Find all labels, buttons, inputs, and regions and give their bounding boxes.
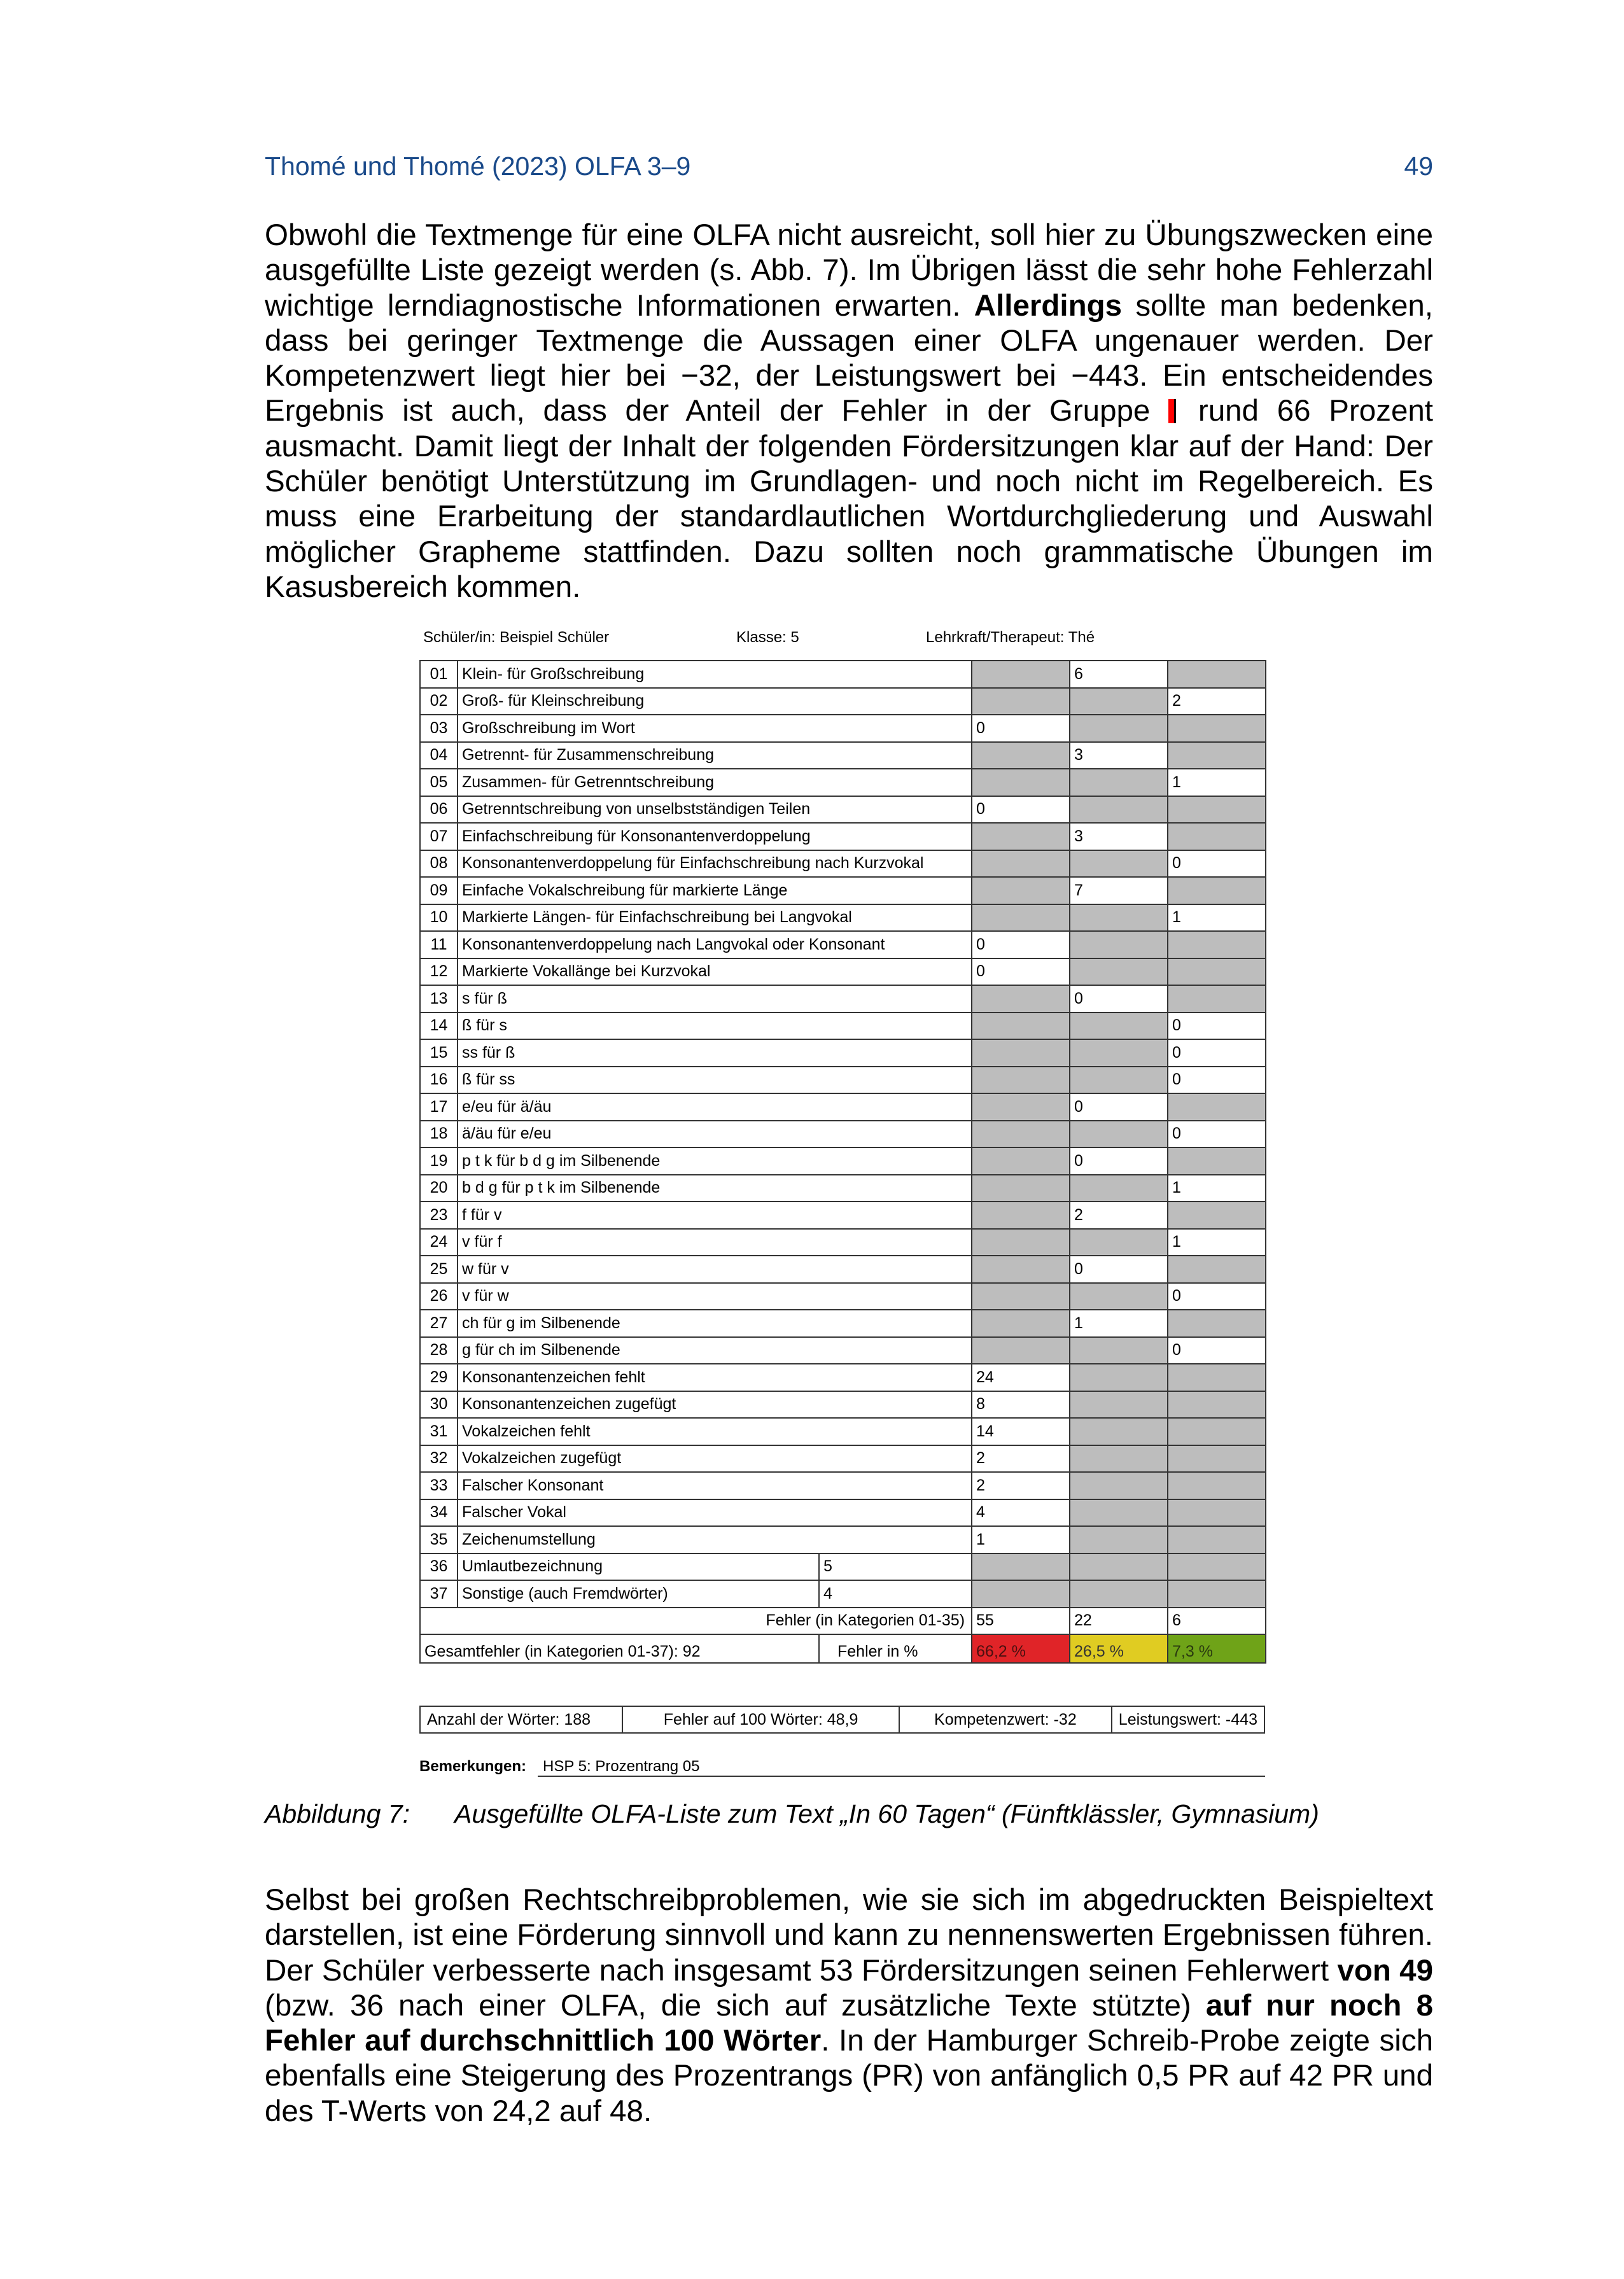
category-number: 05 [420,769,458,796]
blocked-cell [1168,742,1266,769]
paragraph-text: Selbst bei großen Rechtschreibproblemen, wie sie sich im abgedruckten Beispieltext darstellen, ist eine Förderung sinnvoll und kann zu nennenswerten Ergebnissen führen. Der Schüler verbesserte nach insgesamt 53 Fördersitzungen seinen Fehlerwert [265,1883,1433,1988]
error-count-group-3: 2 [1168,688,1266,715]
category-number: 33 [420,1472,458,1499]
blocked-cell [972,1147,1070,1175]
category-label: g für ch im Silbenende [458,1337,972,1364]
blocked-cell [1168,1472,1266,1499]
blocked-cell [1070,904,1168,932]
blocked-cell [1070,931,1168,958]
blocked-cell [1168,661,1266,688]
emphasis-text: auf nur noch 8 Fehler auf durchschnittlich 100 Wörter [265,1988,1433,2058]
category-number: 18 [420,1121,458,1148]
blocked-cell [1168,1418,1266,1445]
blocked-cell [1168,1499,1266,1527]
category-label: v für f [458,1229,972,1256]
error-count-group-1: 0 [972,715,1070,742]
error-count-group-1: 2 [972,1445,1070,1473]
error-count-group-3: 0 [1168,1013,1266,1040]
error-count-group-1: 2 [972,1472,1070,1499]
blocked-cell [972,1580,1070,1608]
blocked-cell [1168,1580,1266,1608]
blocked-cell [1168,1391,1266,1419]
blocked-cell [1070,1039,1168,1067]
table-row [420,1256,1266,1283]
table-row [420,1202,1266,1229]
table-row [420,742,1266,769]
category-number: 34 [420,1499,458,1527]
category-number: 08 [420,850,458,878]
emphasis-text: von 49 [1337,1953,1433,1988]
error-count-group-3: 0 [1168,850,1266,878]
error-count: 4 [819,1580,972,1608]
category-label: Einfache Vokalschreibung für markierte Länge [458,877,972,904]
caption-number: Abbildung 7: [265,1799,410,1828]
category-label: Großschreibung im Wort [458,715,972,742]
remarks-label: Bemerkungen: [419,1758,527,1775]
category-number: 27 [420,1310,458,1337]
blocked-cell [972,1553,1070,1581]
blocked-cell [972,688,1070,715]
group-percent-1: 66,2 % [972,1634,1070,1663]
blocked-cell [1168,1256,1266,1283]
caption-text: Ausgefüllte OLFA-Liste zum Text „In 60 Tagen“ (Fünftklässler, Gymnasium) [454,1799,1319,1828]
error-count-group-1: 4 [972,1499,1070,1527]
blocked-cell [1168,715,1266,742]
blocked-cell [972,1310,1070,1337]
blocked-cell [1070,1445,1168,1473]
blocked-cell [1168,1093,1266,1121]
blocked-cell [1070,1499,1168,1527]
table-row [420,661,1266,688]
emphasis-text: Allerdings [974,288,1123,323]
blocked-cell [972,1013,1070,1040]
blocked-cell [1070,850,1168,878]
paragraph-text: . In der Hamburger Schreib-Probe zeigte sich ebenfalls eine Steigerung des Prozentrangs (PR) von anfänglich 0,5 PR auf 42 PR und des T-Werts von 24,2 auf 48. [265,2024,1434,2128]
blocked-cell [972,850,1070,878]
category-label: Einfachschreibung für Konsonantenverdoppelung [458,823,972,850]
table-row [420,1039,1266,1067]
error-count-group-2: 2 [1070,1202,1168,1229]
blocked-cell [1168,1147,1266,1175]
error-count-group-3: 1 [1168,904,1266,932]
blocked-cell [1070,1391,1168,1419]
error-count-group-3: 0 [1168,1283,1266,1310]
table-row [420,1445,1266,1473]
category-number: 10 [420,904,458,932]
olfa-error-table [419,660,1266,1664]
error-count-group-2: 7 [1070,877,1168,904]
competence-value: Kompetenzwert: -32 [900,1707,1112,1732]
category-label: ä/äu für e/eu [458,1121,972,1148]
percent-label: Fehler in % [819,1634,972,1663]
category-number: 25 [420,1256,458,1283]
error-count-group-2: 0 [1070,985,1168,1013]
blocked-cell [1168,1364,1266,1391]
category-label: Umlautbezeichnung [458,1553,819,1581]
table-row [420,1067,1266,1094]
error-count-group-3: 1 [1168,769,1266,796]
table-row [420,1418,1266,1445]
category-label: s für ß [458,985,972,1013]
blocked-cell [1070,958,1168,986]
group-sum-row [420,1608,1266,1635]
error-count-group-1: 14 [972,1418,1070,1445]
table-row [420,877,1266,904]
error-count-group-2: 0 [1070,1093,1168,1121]
blocked-cell [972,1093,1070,1121]
category-label: f für v [458,1202,972,1229]
error-count-group-1: 0 [972,796,1070,824]
blocked-cell [1070,1580,1168,1608]
error-count-group-2: 3 [1070,823,1168,850]
table-row [420,688,1266,715]
blocked-cell [1070,1013,1168,1040]
table-row [420,1310,1266,1337]
grade: Klasse: 5 [736,629,799,646]
blocked-cell [1168,877,1266,904]
blocked-cell [972,823,1070,850]
category-number: 12 [420,958,458,986]
category-number: 14 [420,1013,458,1040]
category-label: Zeichenumstellung [458,1526,972,1553]
error-count-group-3: 0 [1168,1039,1266,1067]
blocked-cell [1070,1337,1168,1364]
blocked-cell [972,1175,1070,1202]
category-number: 09 [420,877,458,904]
blocked-cell [972,769,1070,796]
errors-per-100-words: Fehler auf 100 Wörter: 48,9 [623,1707,900,1732]
category-label: Markierte Vokallänge bei Kurzvokal [458,958,972,986]
category-label: ß für s [458,1013,972,1040]
running-head [265,151,1433,181]
blocked-cell [1168,958,1266,986]
group-sum-1: 55 [972,1608,1070,1635]
table-row [420,1499,1266,1527]
paragraph-intro [265,218,1433,605]
student-name: Schüler/in: Beispiel Schüler [423,629,610,646]
category-label: Konsonantenverdoppelung nach Langvokal oder Konsonant [458,931,972,958]
error-count-group-2: 0 [1070,1147,1168,1175]
blocked-cell [972,1337,1070,1364]
table-row [420,1472,1266,1499]
blocked-cell [1168,1553,1266,1581]
group-sum-3: 6 [1168,1608,1266,1635]
error-count-group-3: 0 [1168,1337,1266,1364]
blocked-cell [1070,1526,1168,1553]
blocked-cell [1070,1364,1168,1391]
category-number: 04 [420,742,458,769]
category-number: 35 [420,1526,458,1553]
category-label: Vokalzeichen zugefügt [458,1445,972,1473]
summary-row [419,1706,1265,1734]
blocked-cell [1168,823,1266,850]
group-sum-2: 22 [1070,1608,1168,1635]
category-number: 31 [420,1418,458,1445]
category-number: 29 [420,1364,458,1391]
table-row [420,1283,1266,1310]
blocked-cell [1168,985,1266,1013]
table-row [420,1013,1266,1040]
blocked-cell [1168,1526,1266,1553]
blocked-cell [1070,796,1168,824]
error-count-group-2: 3 [1070,742,1168,769]
group-percent-2: 26,5 % [1070,1634,1168,1663]
category-label: Falscher Vokal [458,1499,972,1527]
category-number: 24 [420,1229,458,1256]
percent-row [420,1634,1266,1663]
category-number: 30 [420,1391,458,1419]
category-label: Konsonantenverdoppelung für Einfachschreibung nach Kurzvokal [458,850,972,878]
category-number: 17 [420,1093,458,1121]
blocked-cell [972,1229,1070,1256]
category-label: w für v [458,1256,972,1283]
error-count-group-1: 0 [972,958,1070,986]
category-number: 11 [420,931,458,958]
blocked-cell [1070,1283,1168,1310]
category-number: 32 [420,1445,458,1473]
sum-label: Fehler (in Kategorien 01-35) [420,1608,972,1635]
blocked-cell [972,904,1070,932]
table-row [420,1391,1266,1419]
paragraph-text: (bzw. 36 nach einer OLFA, die sich auf zusätzliche Texte stützte) [265,1988,1206,2023]
table-row [420,904,1266,932]
blocked-cell [1070,715,1168,742]
table-row [420,1147,1266,1175]
blocked-cell [1070,1121,1168,1148]
category-number: 06 [420,796,458,824]
category-label: Sonstige (auch Fremdwörter) [458,1580,819,1608]
category-label: ß für ss [458,1067,972,1094]
blocked-cell [972,1067,1070,1094]
blocked-cell [1168,796,1266,824]
blocked-cell [972,985,1070,1013]
category-label: Konsonantenzeichen zugefügt [458,1391,972,1419]
category-number: 36 [420,1553,458,1581]
category-number: 03 [420,715,458,742]
table-row [420,796,1266,824]
category-label: b d g für p t k im Silbenende [458,1175,972,1202]
blocked-cell [1070,688,1168,715]
table-row [420,1364,1266,1391]
blocked-cell [1070,1472,1168,1499]
category-label: Markierte Längen- für Einfachschreibung bei Langvokal [458,904,972,932]
category-label: Vokalzeichen fehlt [458,1418,972,1445]
error-count: 5 [819,1553,972,1581]
table-row [420,715,1266,742]
category-label: Getrenntschreibung von unselbstständigen Teilen [458,796,972,824]
paragraph-text: Obwohl die Textmenge für eine OLFA nicht ausreicht, soll hier zu Übungszwecken eine ausgefüllte Liste gezeigt werden (s. Abb. 7). Im Übrigen lässt die sehr hohe Fehlerzahl wichtige lerndiagnostische Informationen erwarten. [265,218,1433,323]
category-number: 01 [420,661,458,688]
teacher: Lehrkraft/Therapeut: Thé [926,629,1095,646]
blocked-cell [972,1039,1070,1067]
blocked-cell [1070,769,1168,796]
table-row [420,1580,1266,1608]
category-number: 37 [420,1580,458,1608]
paragraph-text: rund 66 Prozent ausmacht. Damit liegt der Inhalt der folgenden Fördersitzungen klar auf der Hand: Der Schüler benötigt Unterstützung im Grundlagen- und noch nicht im Regelbereich. Es muss eine Erarbeitung der standardlautlichen Wortdurchgliederung und Auswahl möglicher Grapheme stattfinden. Dazu sollten noch grammatische Übungen im Kasusbereich kommen. [265,394,1434,604]
table-row [420,850,1266,878]
total-errors: Gesamtfehler (in Kategorien 01-37): 92 [420,1634,819,1663]
category-number: 15 [420,1039,458,1067]
figure-caption [265,1799,1319,1829]
error-count-group-3: 0 [1168,1067,1266,1094]
category-number: 13 [420,985,458,1013]
category-number: 28 [420,1337,458,1364]
table-row [420,958,1266,986]
error-count-group-3: 1 [1168,1229,1266,1256]
blocked-cell [972,1202,1070,1229]
category-label: v für w [458,1283,972,1310]
blocked-cell [1070,1067,1168,1094]
table-row [420,985,1266,1013]
category-label: Zusammen- für Getrenntschreibung [458,769,972,796]
blocked-cell [1168,1445,1266,1473]
table-row [420,1121,1266,1148]
table-row [420,1337,1266,1364]
blocked-cell [972,1256,1070,1283]
category-number: 16 [420,1067,458,1094]
category-label: Klein- für Großschreibung [458,661,972,688]
paragraph-text: sollte man bedenken, dass bei geringer Textmenge die Aussagen einer OLFA ungenauer werden. Der Kompetenzwert liegt hier bei −32, der Leistungswert bei −443. Ein entscheidendes Ergebnis ist auch, dass der Anteil der Fehler in der Gruppe [265,288,1434,428]
category-label: ch für g im Silbenende [458,1310,972,1337]
error-count-group-1: 8 [972,1391,1070,1419]
category-label: p t k für b d g im Silbenende [458,1147,972,1175]
blocked-cell [1070,1553,1168,1581]
category-label: Falscher Konsonant [458,1472,972,1499]
remarks-value: HSP 5: Prozentrang 05 [538,1758,1265,1777]
page-number: 49 [1404,151,1433,181]
blocked-cell [972,661,1070,688]
blocked-cell [1070,1229,1168,1256]
blocked-cell [972,877,1070,904]
category-number: 02 [420,688,458,715]
error-count-group-2: 6 [1070,661,1168,688]
paragraph-outcome [265,1883,1433,2129]
blocked-cell [972,1283,1070,1310]
blocked-cell [1070,1418,1168,1445]
category-label: Konsonantenzeichen fehlt [458,1364,972,1391]
blocked-cell [1070,1175,1168,1202]
category-label: e/eu für ä/äu [458,1093,972,1121]
performance-value: Leistungswert: -443 [1118,1710,1257,1729]
table-row [420,1175,1266,1202]
category-number: 20 [420,1175,458,1202]
table-row [420,1093,1266,1121]
table-row [420,1526,1266,1553]
category-label: Groß- für Kleinschreibung [458,688,972,715]
error-count-group-3: 1 [1168,1175,1266,1202]
category-number: 07 [420,823,458,850]
error-count-group-2: 0 [1070,1256,1168,1283]
running-title: Thomé und Thomé (2023) OLFA 3–9 [265,151,691,181]
blocked-cell [1168,931,1266,958]
error-count-group-1: 24 [972,1364,1070,1391]
remarks [419,1758,1265,1777]
table-row [420,823,1266,850]
error-count-group-2: 1 [1070,1310,1168,1337]
category-number: 19 [420,1147,458,1175]
blocked-cell [972,742,1070,769]
table-row [420,931,1266,958]
category-label: Getrennt- für Zusammenschreibung [458,742,972,769]
blocked-cell [972,1121,1070,1148]
table-row [420,769,1266,796]
group-percent-3: 7,3 % [1168,1634,1266,1663]
group-i-highlight-marker [1168,399,1176,423]
category-number: 26 [420,1283,458,1310]
category-label: ss für ß [458,1039,972,1067]
word-count: Anzahl der Wörter: 188 [421,1707,623,1732]
table-row [420,1229,1266,1256]
error-count-group-1: 1 [972,1526,1070,1553]
error-count-group-3: 0 [1168,1121,1266,1148]
blocked-cell [1168,1202,1266,1229]
blocked-cell [1168,1310,1266,1337]
table-row [420,1553,1266,1581]
category-number: 23 [420,1202,458,1229]
error-count-group-1: 0 [972,931,1070,958]
